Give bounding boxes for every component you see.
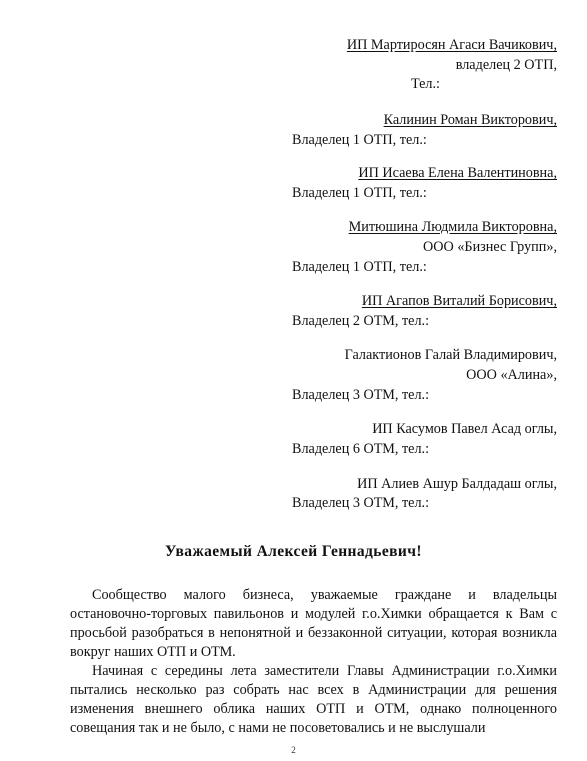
recipient-name: Галактионов Галай Владимирович, bbox=[344, 347, 557, 363]
recipient-name: Калинин Роман Викторович, bbox=[383, 112, 557, 128]
recipient-name: ИП Агапов Виталий Борисович, bbox=[361, 293, 557, 309]
recipient-name: ИП Мартиросян Агаси Вачикович, bbox=[346, 37, 557, 53]
recipient-detail: Владелец 2 ОТМ, тел.: bbox=[292, 313, 430, 329]
greeting: Уважаемый Алексей Геннадьевич! bbox=[165, 543, 422, 560]
letter-body bbox=[70, 586, 557, 738]
recipient-name: ИП Исаева Елена Валентиновна, bbox=[358, 165, 557, 181]
recipient-detail: Владелец 6 ОТМ, тел.: bbox=[292, 441, 430, 457]
recipient-company: ООО «Бизнес Групп», bbox=[423, 239, 557, 255]
recipient-detail: Владелец 3 ОТМ, тел.: bbox=[292, 387, 430, 403]
recipient-phone-label: Тел.: bbox=[411, 76, 440, 92]
recipient-name: ИП Алиев Ашур Балдадаш оглы, bbox=[357, 476, 557, 492]
recipient-detail: Владелец 3 ОТМ, тел.: bbox=[292, 495, 430, 511]
recipient-detail: Владелец 1 ОТП, тел.: bbox=[292, 185, 427, 201]
body-paragraph: Начиная с середины лета заместители Главы Администрации г.о.Химки пытались несколько раз собрать нас всех в Администрации для решения изменения внешнего облика наших ОТП и ОТМ, однако полноценного совещания так и не было, с нами не посоветовались и не выслушали bbox=[70, 663, 557, 736]
recipient-name: ИП Касумов Павел Асад оглы, bbox=[372, 421, 557, 437]
recipient-detail: владелец 2 ОТП, bbox=[455, 57, 557, 73]
recipient-detail: Владелец 1 ОТП, тел.: bbox=[292, 259, 427, 275]
recipient-company: ООО «Алина», bbox=[466, 367, 557, 383]
recipient-name: Митюшина Людмила Викторовна, bbox=[348, 219, 557, 235]
page-number: 2 bbox=[291, 745, 296, 755]
recipient-detail: Владелец 1 ОТП, тел.: bbox=[292, 132, 427, 148]
body-paragraph: Сообщество малого бизнеса, уважаемые граждане и владельцы остановочно-торговых павильонов и модулей г.о.Химки обращается к Вам с просьбой разобраться в непонятной и беззаконной ситуации, которая возникла вокруг наших ОТП и ОТМ. bbox=[70, 587, 557, 660]
